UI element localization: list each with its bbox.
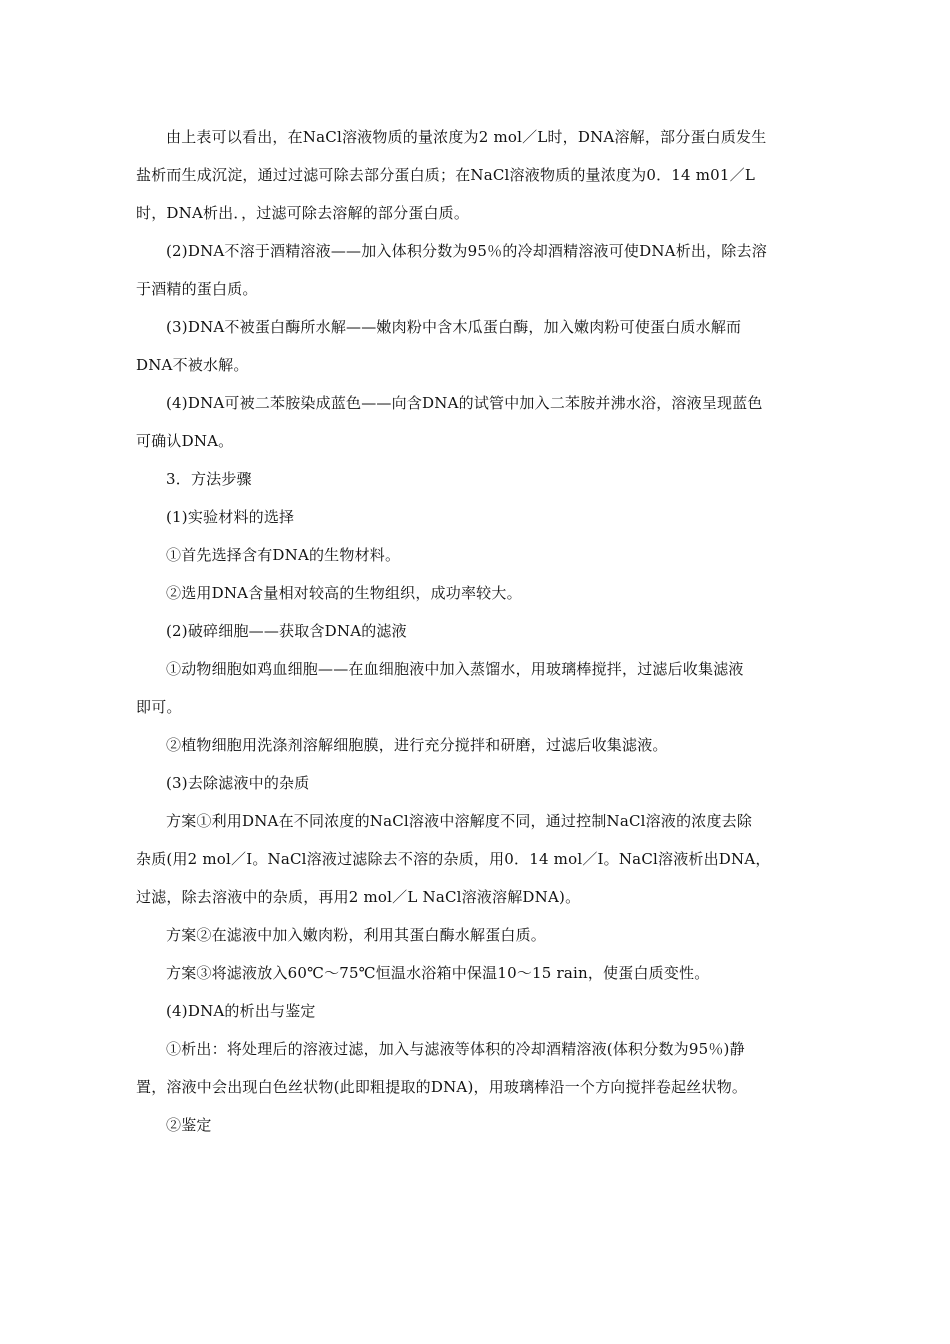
- list-item-animal-cells: [136, 650, 816, 726]
- text-line: (1)实验材料的选择: [166, 508, 295, 526]
- paragraph-nacl-conclusion: [136, 118, 816, 232]
- subheading-precipitation-identification: [136, 992, 816, 1030]
- text-line: 可确认DNA。: [136, 432, 234, 450]
- text-line: (3)去除滤液中的杂质: [166, 774, 310, 792]
- paragraph-principle-4: [136, 384, 816, 460]
- paragraph-principle-2: [136, 232, 816, 308]
- text-line: 于酒精的蛋白质。: [136, 280, 258, 298]
- text-line: (3)DNA不被蛋白酶所水解——嫩肉粉中含木瓜蛋白酶，加入嫩肉粉可使蛋白质水解而: [166, 318, 742, 336]
- text-line: 由上表可以看出，在NaCl溶液物质的量浓度为2 mol／L时，DNA溶解，部分蛋白质发生: [166, 128, 767, 146]
- list-item-precipitation: [136, 1030, 816, 1106]
- text-line: 3．方法步骤: [166, 470, 252, 488]
- document-body: [136, 118, 816, 1144]
- section-heading-methods: [136, 460, 816, 498]
- list-item-material-2: [136, 574, 816, 612]
- subheading-remove-impurities: [136, 764, 816, 802]
- text-line: ②植物细胞用洗涤剂溶解细胞膜，进行充分搅拌和研磨，过滤后收集滤液。: [166, 736, 668, 754]
- text-line: 置，溶液中会出现白色丝状物(此即粗提取的DNA)，用玻璃棒沿一个方向搅拌卷起丝状物。: [136, 1078, 748, 1096]
- text-line: 方案①利用DNA在不同浓度的NaCl溶液中溶解度不同，通过控制NaCl溶液的浓度去除: [166, 812, 753, 830]
- text-line: (2)破碎细胞——获取含DNA的滤液: [166, 622, 407, 640]
- paragraph-scheme-3: [136, 954, 816, 992]
- text-line: ①动物细胞如鸡血细胞——在血细胞液中加入蒸馏水，用玻璃棒搅拌，过滤后收集滤液: [166, 660, 744, 678]
- text-line: ②选用DNA含量相对较高的生物组织，成功率较大。: [166, 584, 522, 602]
- list-item-plant-cells: [136, 726, 816, 764]
- text-line: ①首先选择含有DNA的生物材料。: [166, 546, 401, 564]
- list-item-material-1: [136, 536, 816, 574]
- text-line: 方案③将滤液放入60℃～75℃恒温水浴箱中保温10～15 rain，使蛋白质变性。: [166, 964, 710, 982]
- text-line: 过滤，除去溶液中的杂质，再用2 mol／L NaCl溶液溶解DNA)。: [136, 888, 581, 906]
- text-line: DNA不被水解。: [136, 356, 249, 374]
- text-line: ①析出：将处理后的溶液过滤，加入与滤液等体积的冷却酒精溶液(体积分数为95％)静: [166, 1040, 745, 1058]
- text-line: 盐析而生成沉淀，通过过滤可除去部分蛋白质；在NaCl溶液物质的量浓度为0．14 m01／L: [136, 166, 756, 184]
- subheading-material-selection: [136, 498, 816, 536]
- text-line: (4)DNA可被二苯胺染成蓝色——向含DNA的试管中加入二苯胺并沸水浴，溶液呈现蓝色: [166, 394, 763, 412]
- text-line: 杂质(用2 mol／I。NaCl溶液过滤除去不溶的杂质，用0．14 mol／I。NaCl溶液析出DNA，: [136, 850, 771, 868]
- text-line: 即可。: [136, 698, 182, 716]
- text-line: 时，DNA析出．，过滤可除去溶解的部分蛋白质。: [136, 204, 470, 222]
- list-item-identification: [136, 1106, 816, 1144]
- paragraph-principle-3: [136, 308, 816, 384]
- text-line: 方案②在滤液中加入嫩肉粉，利用其蛋白酶水解蛋白质。: [166, 926, 547, 944]
- text-line: ②鉴定: [166, 1116, 212, 1134]
- subheading-cell-breaking: [136, 612, 816, 650]
- paragraph-scheme-1: [136, 802, 816, 916]
- text-line: (4)DNA的析出与鉴定: [166, 1002, 316, 1020]
- text-line: (2)DNA不溶于酒精溶液——加入体积分数为95％的冷却酒精溶液可使DNA析出，除去溶: [166, 242, 767, 260]
- paragraph-scheme-2: [136, 916, 816, 954]
